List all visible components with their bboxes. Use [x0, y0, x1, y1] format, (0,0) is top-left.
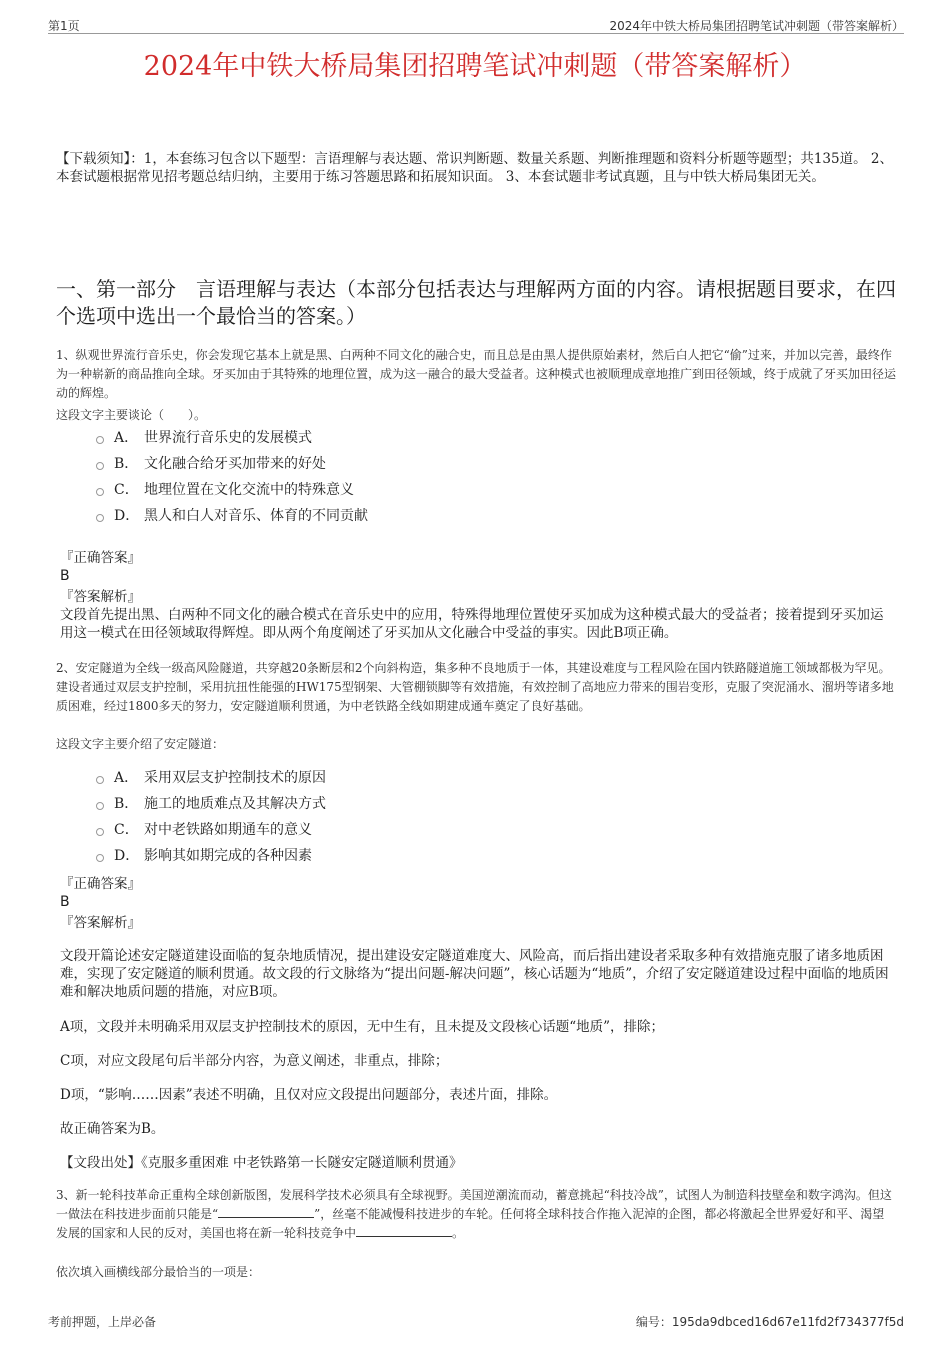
q2-prompt: 这段文字主要介绍了安定隧道： [56, 737, 225, 751]
download-notice: 【下载须知】：1，本套练习包含以下题型：言语理解与表达题、常识判断题、数量关系题、判断推理题和资料分析题等题型；共135道。 2、本套试题根据常见招考题总结归纳，主要用于练习答题思路和拓展知识面。 3、本套试题非考试真题，且与中铁大桥局集团无关。 [56, 151, 893, 186]
q3-prompt: 依次填入画横线部分最恰当的一项是： [56, 1265, 261, 1279]
q1-option-a[interactable]: A． 世界流行音乐史的发展模式 [96, 425, 368, 451]
q2-option-d[interactable]: D． 影响其如期完成的各种因素 [96, 843, 326, 869]
q1-option-d[interactable]: D． 黑人和白人对音乐、体育的不同贡献 [96, 503, 368, 529]
radio-icon[interactable] [96, 488, 104, 496]
q1-stem: 1、纵观世界流行音乐史，你会发现它基本上就是黑、白两种不同文化的融合史，而且总是由黑人提供原始素材，然后白人把它“偷”过来，并加以完善，最终作为一种崭新的商品推向全球。牙买加由于其特殊的地理位置，成为这一融合的最大受益者。这种模式也被顺理成章地推广到田径领域，终于成就了牙买加田径运动的辉煌。 [56, 348, 897, 401]
q3-stem: 3、新一轮科技革命正重构全球创新版图，发展科学技术必须具有全球视野。美国逆潮流而动，蓄意挑起“科技冷战”，试图人为制造科技壁垒和数字鸿沟。但这一做法在科技进步面前只能是“ ”，丝毫不能减慢科技进步的车轮。任何将全球科技合作拖入泥淖的企图，都必将激起全世界爱好和平、渴望发展的国家和人民的反对，美国也将在新一轮科技竞争中 。 [56, 1188, 892, 1241]
radio-icon[interactable] [96, 854, 104, 862]
q2-answer-label: 『正确答案』 [60, 876, 141, 892]
radio-icon[interactable] [96, 436, 104, 444]
q2-note-c: C项，对应文段尾句后半部分内容，为意义阐述，非重点，排除； [60, 1053, 449, 1069]
q2-note-d: D项，“影响……因素”表述不明确，且仅对应文段提出问题部分，表述片面，排除。 [60, 1087, 558, 1103]
fill-blank-1[interactable] [218, 1207, 314, 1218]
q1-prompt: 这段文字主要谈论（ ）。 [56, 408, 207, 422]
q1-option-c[interactable]: C． 地理位置在文化交流中的特殊意义 [96, 477, 368, 503]
document-title: 2024年中铁大桥局集团招聘笔试冲刺题（带答案解析） [143, 51, 807, 82]
q1-analysis-label: 『答案解析』 [60, 589, 141, 605]
q2-option-b[interactable]: B． 施工的地质难点及其解决方式 [96, 791, 326, 817]
q1-option-b[interactable]: B． 文化融合给牙买加带来的好处 [96, 451, 368, 477]
q2-options [96, 765, 326, 869]
radio-icon[interactable] [96, 802, 104, 810]
q2-source: 【文段出处】《克服多重困难 中老铁路第一长隧安定隧道顺利贯通》 [60, 1155, 463, 1171]
radio-icon[interactable] [96, 462, 104, 470]
q2-conclusion: 故正确答案为B。 [60, 1121, 165, 1137]
q2-stem: 2、安定隧道为全线一级高风险隧道，共穿越20条断层和2个向斜构造，集多种不良地质于一体，其建设难度与工程风险在国内铁路隧道施工领域都极为罕见。建设者通过双层支护控制，采用抗扭性能强的HW175型钢架、大管棚锁脚等有效措施，有效控制了高地应力带来的围岩变形，克服了突泥涌水、溜坍等诸多地质困难，经过1800多天的努力，安定隧道顺利贯通，为中老铁路全线如期建成通车奠定了良好基础。 [56, 661, 894, 714]
q1-answer: B [60, 568, 70, 584]
footer-slogan: 考前押题，上岸必备 [48, 1315, 157, 1329]
radio-icon[interactable] [96, 514, 104, 522]
fill-blank-2[interactable] [356, 1226, 452, 1237]
section-heading: 一、第一部分 言语理解与表达（本部分包括表达与理解两方面的内容。请根据题目要求，在四个选项中选出一个最恰当的答案。） [56, 277, 896, 328]
page-number: 第1页 [48, 19, 80, 33]
q2-analysis: 文段开篇论述安定隧道建设面临的复杂地质情况，提出建设安定隧道难度大、风险高，而后指出建设者采取多种有效措施克服了诸多地质困难，实现了安定隧道的顺利贯通。故文段的行文脉络为“提出问题-解决问题”，核心话题为“地质”，介绍了安定隧道建设过程中面临的地质困难和解决地质问题的措施，对应B项。 [60, 948, 889, 1001]
radio-icon[interactable] [96, 828, 104, 836]
q2-answer: B [60, 894, 70, 910]
q1-options [96, 425, 368, 529]
page-header [48, 17, 904, 34]
q2-analysis-label: 『答案解析』 [60, 915, 141, 931]
q2-option-c[interactable]: C． 对中老铁路如期通车的意义 [96, 817, 326, 843]
radio-icon[interactable] [96, 776, 104, 784]
q2-note-a: A项，文段并未明确采用双层支护控制技术的原因，无中生有，且未提及文段核心话题“地质”，排除； [60, 1019, 665, 1035]
footer-doc-id: 编号：195da9dbced16d67e11fd2f734377f5d [635, 1315, 904, 1329]
q2-option-a[interactable]: A． 采用双层支护控制技术的原因 [96, 765, 326, 791]
q1-analysis: 文段首先提出黑、白两种不同文化的融合模式在音乐史中的应用，特殊得地理位置使牙买加成为这种模式最大的受益者；接着提到牙买加运用这一模式在田径领域取得辉煌。即从两个角度阐述了牙买加从文化融合中受益的事实。因此B项正确。 [60, 607, 884, 642]
header-doc-title: 2024年中铁大桥局集团招聘笔试冲刺题（带答案解析） [609, 19, 904, 33]
q1-answer-label: 『正确答案』 [60, 550, 141, 566]
